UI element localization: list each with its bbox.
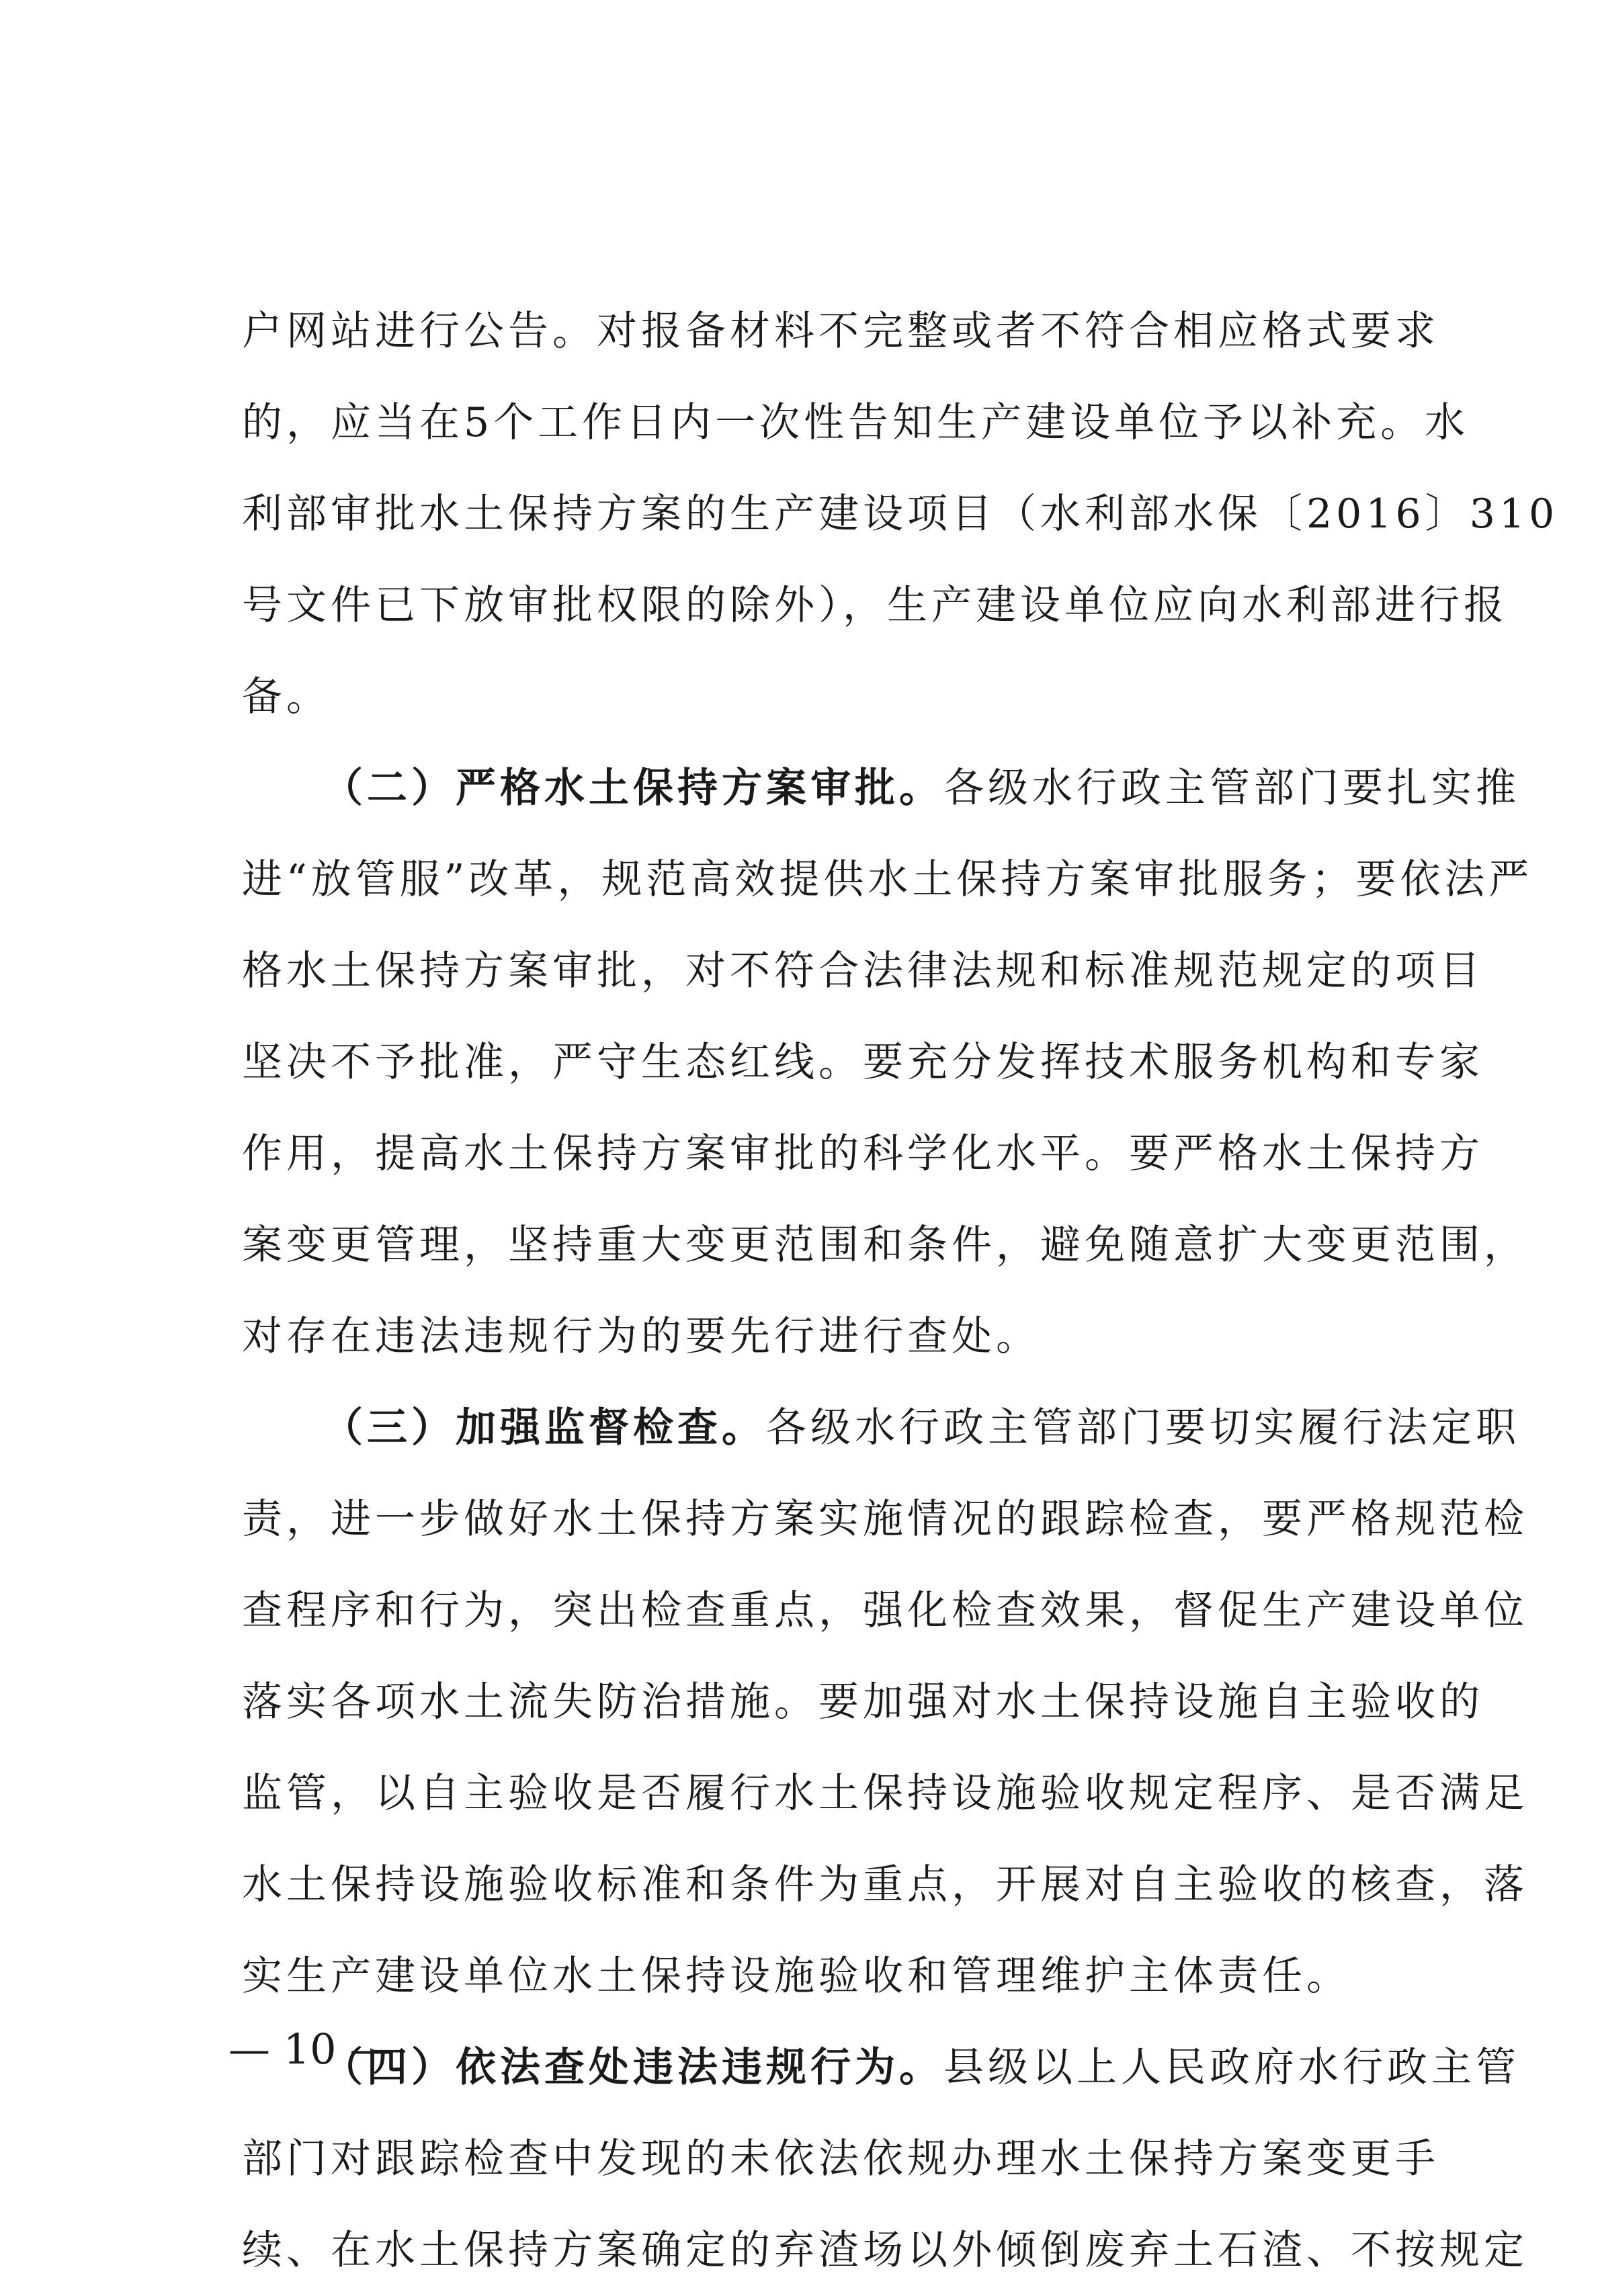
text-line: 部门对跟踪检查中发现的未依法依规办理水土保持方案变更手	[242, 2135, 1439, 2182]
text-line: 的，应当在5个工作日内一次性告知生产建设单位予以补充。水	[242, 399, 1470, 446]
section-heading-4: （四）依法查处违法违规行为。	[323, 2044, 943, 2091]
text-line: 查程序和行为，突出检查重点，强化检查效果，督促生产建设单位	[242, 1587, 1528, 1634]
text-line: 落实各项水土流失防治措施。要加强对水土保持设施自主验收的	[242, 1678, 1484, 1726]
section-heading-line	[242, 742, 1520, 834]
text-line: 格水土保持方案审批，对不符合法律法规和标准规范规定的项目	[242, 947, 1484, 994]
text-line: 水土保持设施验收标准和条件为重点，开展对自主验收的核查，落	[242, 1861, 1528, 1908]
text-line: 利部审批水土保持方案的生产建设项目（水利部水保〔2016〕310	[242, 491, 1559, 538]
section-text: 各级水行政主管部门要扎实推	[943, 765, 1520, 812]
body-text	[242, 286, 1559, 2296]
text-line: 续、在水土保持方案确定的弃渣场以外倾倒废弃土石渣、不按规定	[242, 2227, 1528, 2274]
text-line: 对存在违法违规行为的要先行进行查处。	[242, 1313, 1040, 1360]
text-line: 作用，提高水土保持方案审批的科学化水平。要严格水土保持方	[242, 1130, 1484, 1177]
section-heading-3: （三）加强监督检查。	[323, 1404, 766, 1451]
text-line: 监管，以自主验收是否履行水土保持设施验收规定程序、是否满足	[242, 1770, 1528, 1817]
section-text: 各级水行政主管部门要切实履行法定职	[766, 1404, 1520, 1451]
text-line: 备。	[242, 673, 331, 720]
text-line: 案变更管理，坚持重大变更范围和条件，避免随意扩大变更范围，	[242, 1222, 1528, 1269]
text-line: 户网站进行公告。对报备材料不完整或者不符合相应格式要求	[242, 308, 1439, 355]
section-text: 县级以上人民政府水行政主管	[943, 2044, 1520, 2091]
section-heading-line	[242, 2022, 1520, 2113]
text-line: 责，进一步做好水土保持方案实施情况的跟踪检查，要严格规范检	[242, 1496, 1528, 1543]
text-line: 号文件已下放审批权限的除外），生产建设单位应向水利部进行报	[242, 582, 1508, 629]
text-line: 进“放管服”改革，规范高效提供水土保持方案审批服务；要依法严	[242, 856, 1533, 903]
page-number: — 10 —	[228, 2025, 392, 2074]
section-heading-line	[242, 1382, 1520, 1474]
text-line: 实生产建设单位水土保持设施验收和管理维护主体责任。	[242, 1953, 1351, 2000]
text-line: 坚决不予批准，严守生态红线。要充分发挥技术服务机构和专家	[242, 1039, 1484, 1086]
section-heading-2: （二）严格水土保持方案审批。	[323, 765, 943, 812]
